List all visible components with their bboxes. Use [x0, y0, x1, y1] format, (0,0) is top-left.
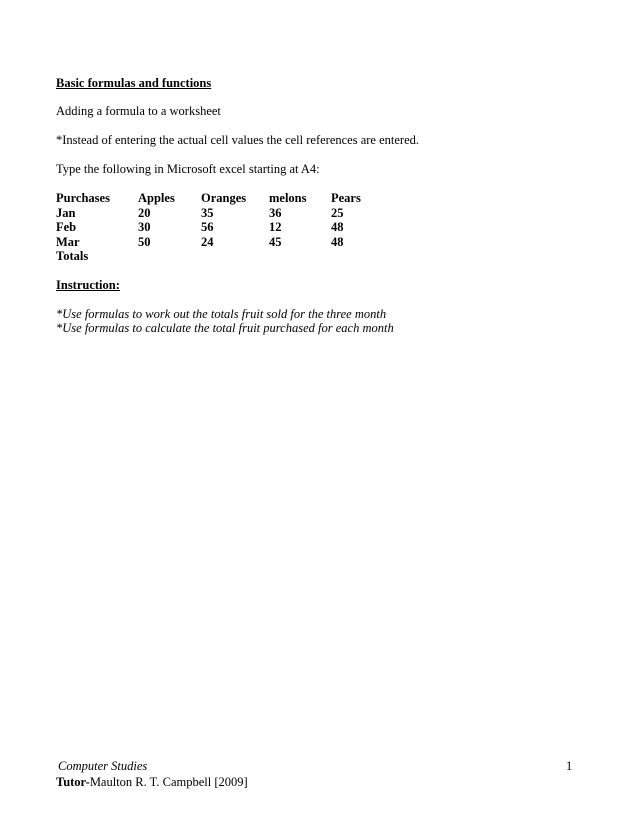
footer-tutor-name: Maulton R. T. Campbell [2009] — [89, 775, 248, 789]
page-number: 1 — [566, 759, 573, 773]
table-cell — [331, 249, 391, 264]
table-cell: 35 — [201, 205, 214, 220]
table-cell: Totals — [56, 249, 89, 263]
type-instruction-text: Type the following in Microsoft excel starting at A4: — [56, 162, 320, 176]
page-heading: Basic formulas and functions — [56, 76, 212, 90]
fruit-purchases-table — [56, 191, 391, 264]
table-row — [56, 249, 391, 264]
table-cell — [138, 249, 201, 264]
note-text: *Instead of entering the actual cell values the cell references are entered. — [56, 133, 419, 147]
table-cell: Feb — [56, 220, 77, 234]
instruction-item: *Use formulas to calculate the total fruit purchased for each month — [56, 321, 394, 335]
table-header-cell: Oranges — [201, 191, 247, 205]
table-cell: Mar — [56, 234, 80, 249]
table-cell: 12 — [269, 220, 282, 234]
instruction-item: *Use formulas to work out the totals fruit sold for the three month — [56, 307, 387, 321]
table-row — [56, 235, 391, 250]
table-row — [56, 206, 391, 221]
table-header-cell: Purchases — [56, 191, 110, 205]
table-cell: 45 — [269, 234, 282, 249]
table-cell — [201, 249, 269, 264]
footer-tutor-label: Tutor- — [56, 775, 90, 789]
table-cell: 56 — [201, 220, 214, 234]
footer-tutor — [56, 775, 248, 790]
footer-subject: Computer Studies — [58, 759, 148, 773]
table-cell: 20 — [138, 205, 151, 220]
table-row — [56, 220, 391, 235]
table-header-cell: Apples — [138, 191, 175, 205]
table-cell: 30 — [138, 220, 151, 234]
table-cell: 48 — [331, 220, 344, 234]
table-cell — [269, 249, 331, 264]
instruction-heading: Instruction: — [56, 278, 120, 292]
table-header-row — [56, 191, 391, 206]
table-cell: Jan — [56, 205, 76, 220]
table-cell: 36 — [269, 205, 282, 220]
table-cell: 25 — [331, 205, 344, 220]
section-subheading: Adding a formula to a worksheet — [56, 104, 221, 118]
table-cell: 48 — [331, 234, 344, 249]
table-cell: 24 — [201, 234, 214, 249]
table-header-cell: Pears — [331, 191, 361, 205]
table-header-cell: melons — [269, 191, 307, 205]
table-cell: 50 — [138, 234, 151, 249]
